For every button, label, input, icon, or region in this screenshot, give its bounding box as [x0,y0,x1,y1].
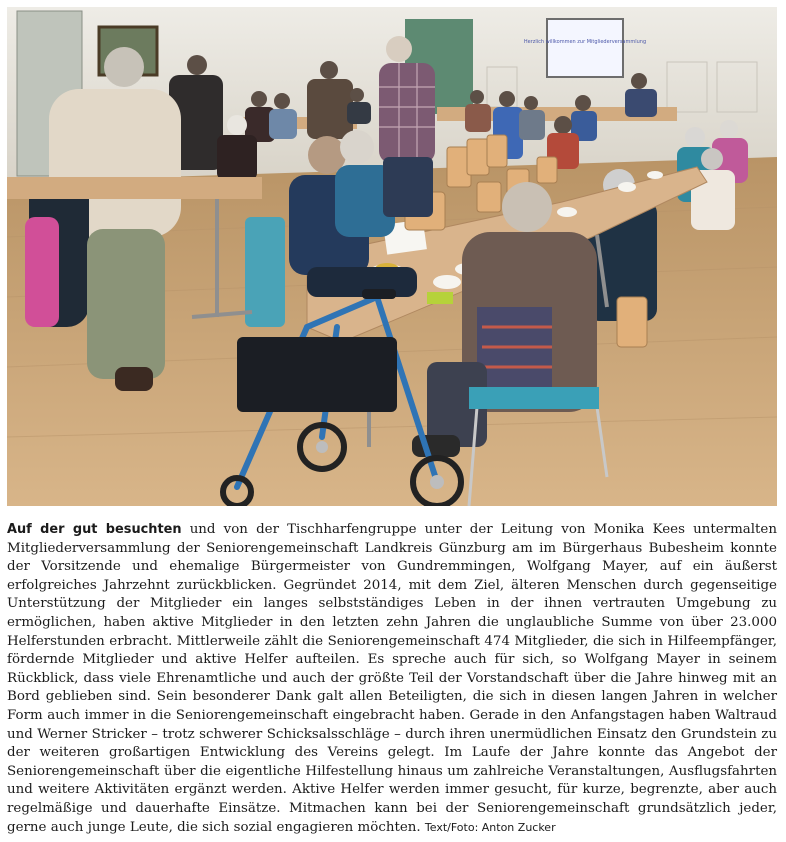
news-photo [7,7,777,506]
photo-credit: Text/Foto: Anton Zucker [424,820,556,834]
projection-screen-text: Herzlich willkommen zur Mitgliederversammlung [523,39,647,45]
article-text [7,521,777,837]
projection-screen [547,19,623,77]
article-body: und von der Tischharfengruppe unter der Leitung von Monika Kees untermalten Mitgliederversammlung der Seniorengemeinschaft Landkreis Günzburg am im Bürgerhaus Bubesheim konnte der Vorsitzende und ehemalige Bürgermeister von Gundremmingen, Wolfgang Mayer, auf ein äußerst erfolgreiches Jahrzehnt zurückblicken. Gegründet 2014, mit dem Ziel, älteren Menschen durch gegenseitige Unterstützung der Mitglieder ein langes selbstständiges Leben in der ihnen vertrauten Umgebung zu ermöglichen, haben aktive Mitglieder in den letzten zehn Jahren die unglaubliche Summe von über 23.000 Helferstunden erbracht. Mittlerweile zählt die Seniorengemeinschaft 474 Mitglieder, die sich in Hilfeempfänger, fördernde Mitglieder und aktive Helfer aufteilen. Es spreche auch für sich, so Wolfgang Mayer in seinem Rückblick, dass viele Ehrenamtliche und auch der größte Teil der Vorstandschaft über die Jahre hinweg mit an Bord geblieben sind. Sein besonderer Dank galt allen Beteiligten, die sich in diesen langen Jahren in welcher Form auch immer in die Seniorengemeinschaft eingebracht haben. Gerade in den Anfangstagen haben Waltraud und Werner Stricker – trotz schwerer Schicksalsschläge – durch ihren unermüdlichen Einsatz den Grundstein zu der weiteren großartigen Entwicklung des Vereins gelegt. Im Laufe der Jahre konnte das Angebot der Seniorengemeinschaft über die eigentliche Hilfestellung hinaus um zahlreiche Veranstaltungen, Ausflugsfahrten und weitere Aktivitäten ergänzt werden. Aktive Helfer werden immer gesucht, für kurze, begrenzte, aber auch regelmäßige und dauerhafte Einsätze. Mitmachen kann bei der Seniorengemeinschaft grundsätzlich jeder, gerne auch junge Leute, die sich sozial engagieren möchten. [7,522,777,835]
article-lead: Auf der gut besuchten [7,522,182,537]
photo-illustration [7,7,777,506]
